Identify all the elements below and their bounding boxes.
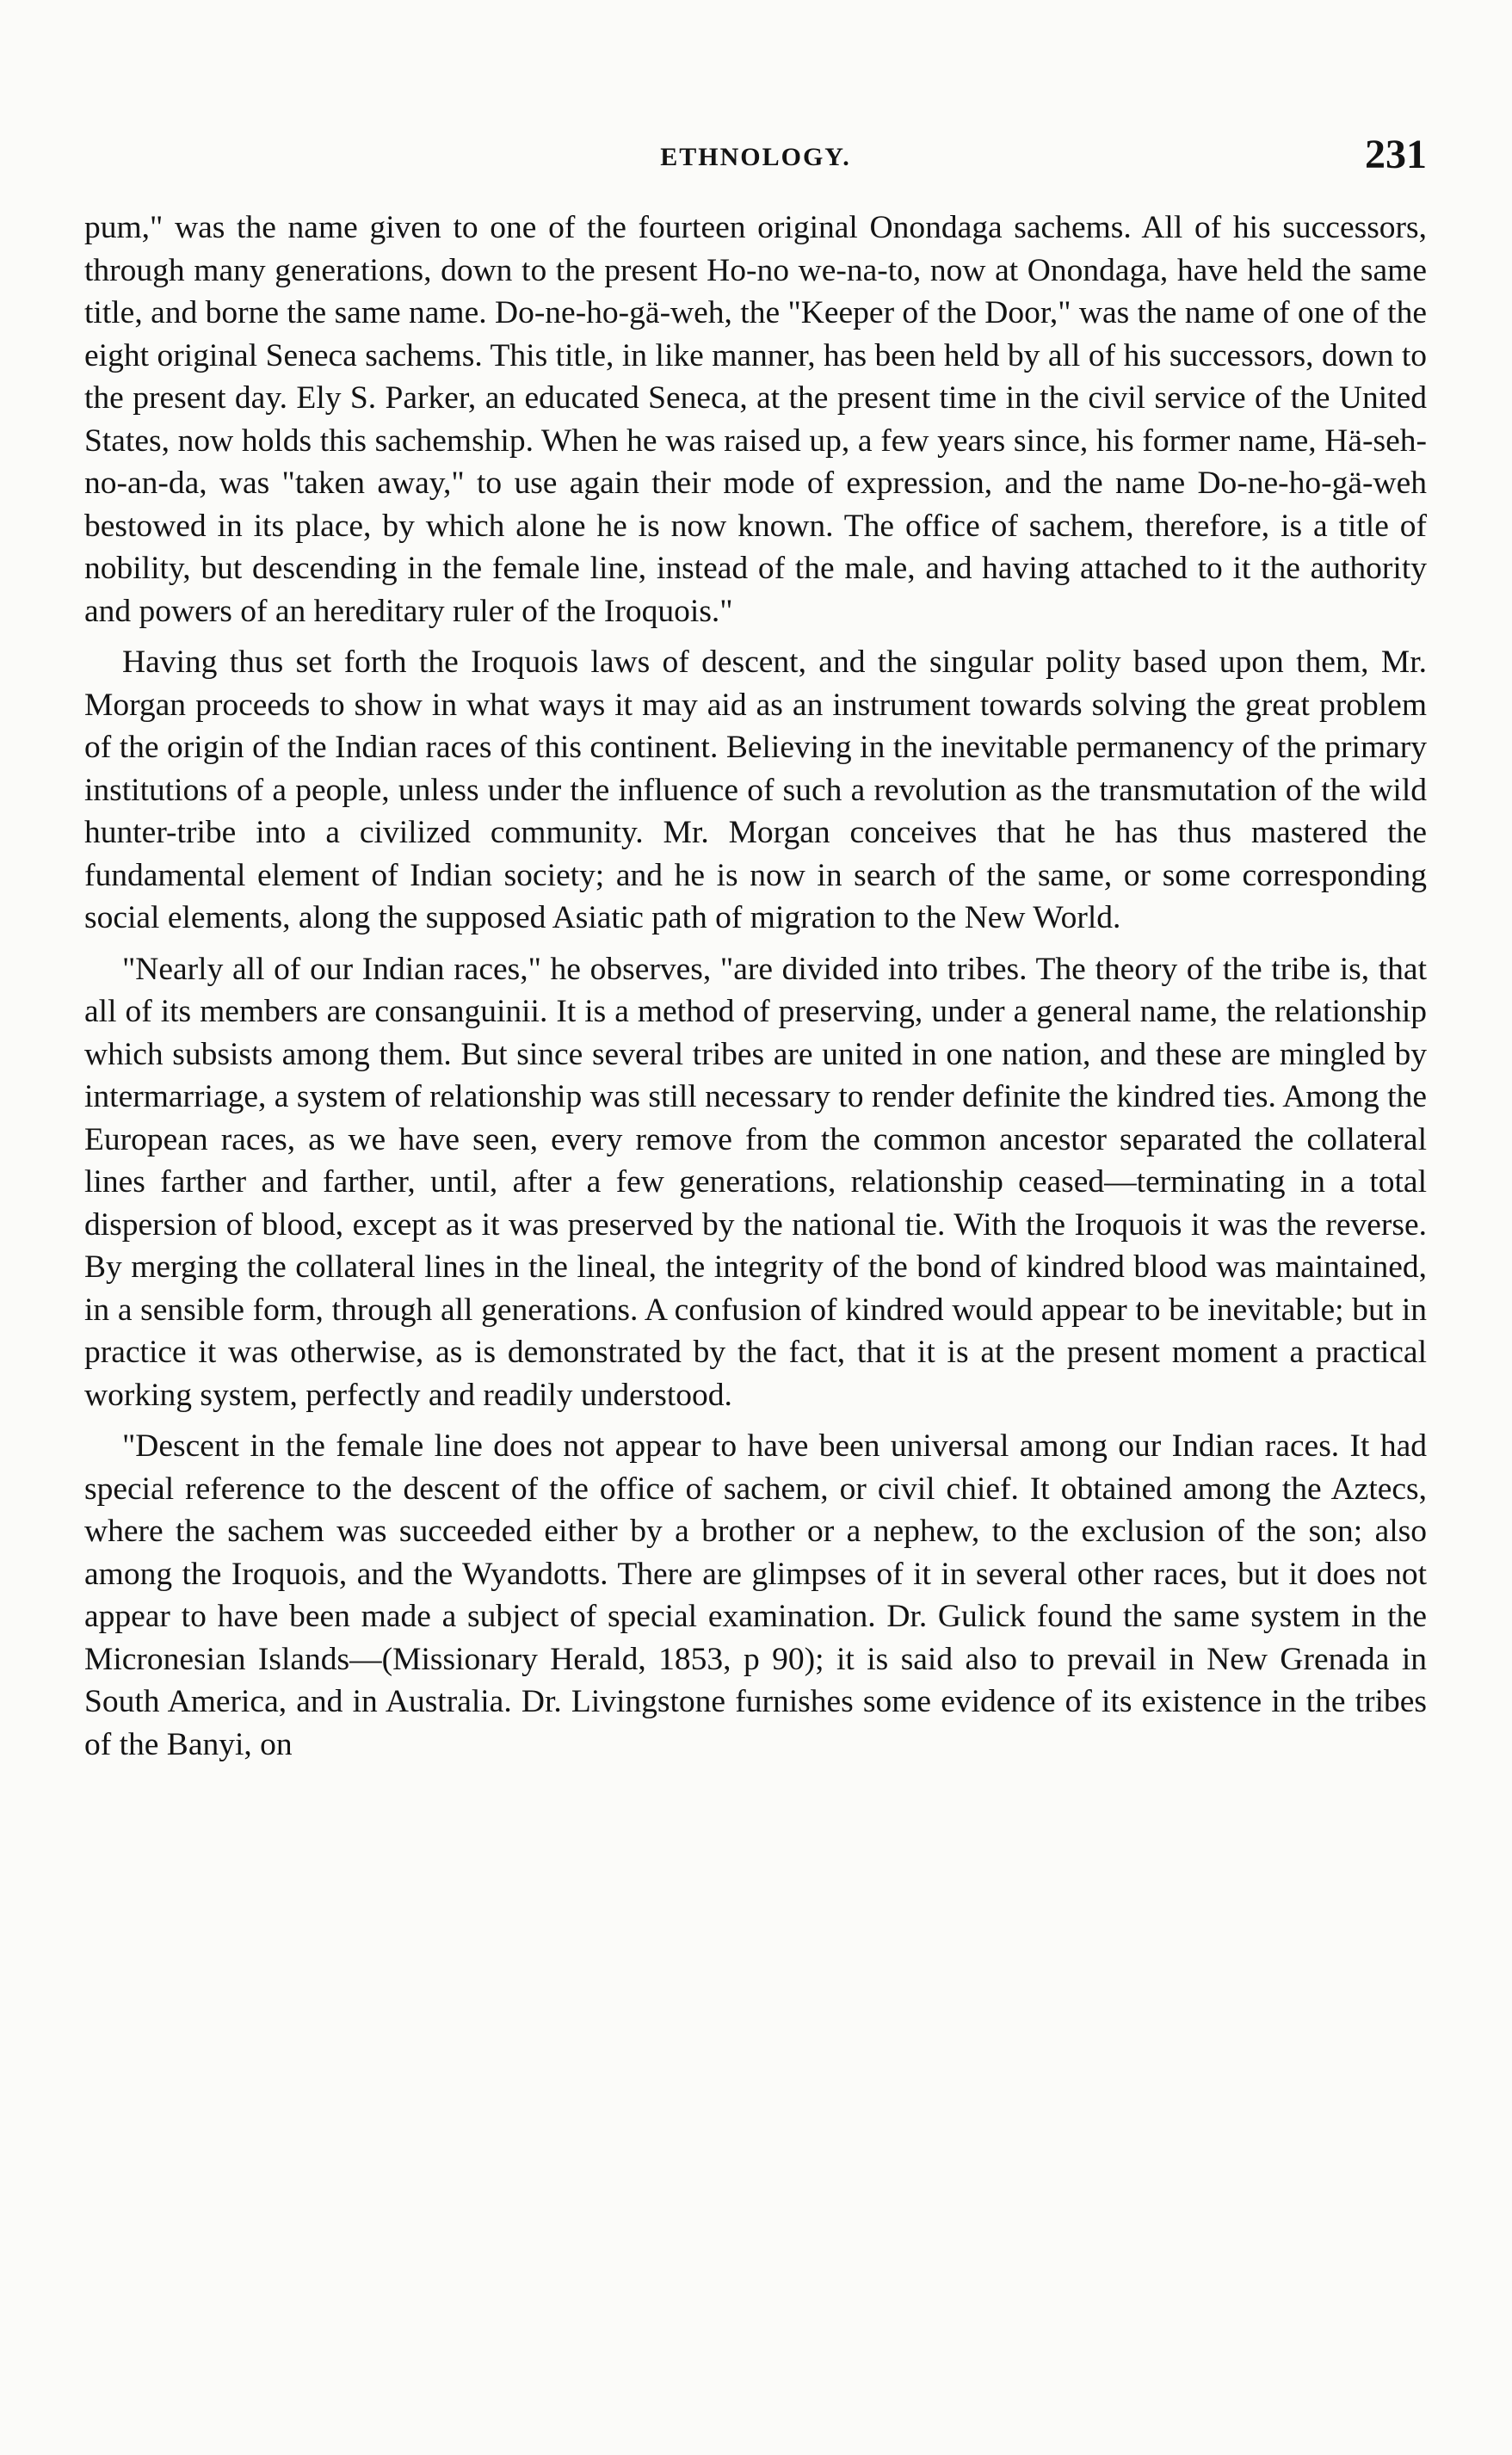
running-head-title: ETHNOLOGY.	[660, 143, 851, 171]
body-text	[84, 207, 1427, 1774]
paragraph: Having thus set forth the Iroquois laws of descent, and the singular polity based upon them, Mr. Morgan proceeds to show in what ways it may aid as an instrument towards solving the great problem of the origin of the Indian races of this continent. Believing in the inevitable permanency of the primary institutions of a people, unless under the influence of such a revolution as the transmutation of the wild hunter-tribe into a civilized community. Mr. Morgan conceives that he has thus mastered the fundamental element of Indian society; and he is now in search of the same, or some corresponding social elements, along the supposed Asiatic path of migration to the New World.	[84, 645, 1427, 935]
running-head	[84, 131, 1427, 182]
page-number: 231	[1365, 132, 1427, 177]
paragraph: "Nearly all of our Indian races," he observes, "are divided into tribes. The theory of the tribe is, that all of its members are consanguinii. It is a method of preserving, under a general name, the relationship which subsists among them. But since several tribes are united in one nation, and these are mingled by intermarriage, a system of relationship was still necessary to render definite the kindred ties. Among the European races, as we have seen, every remove from the common ancestor separated the collateral lines farther and farther, until, after a few generations, relationship ceased—terminating in a total dispersion of blood, except as it was preserved by the national tie. With the Iroquois it was the reverse. By merging the collateral lines in the lineal, the integrity of the bond of kindred blood was maintained, in a sensible form, through all generations. A confusion of kindred would appear to be inevitable; but in practice it was otherwise, as is demonstrated by the fact, that it is at the present moment a practical working system, perfectly and readily understood.	[84, 951, 1427, 1413]
paragraph-continuation: pum," was the name given to one of the fourteen original Onondaga sachems. All of his successors, through many generations, down to the present Ho-no we-na-to, now at Onondaga, have held the same title, and borne the same name. Do-ne-ho-gä-weh, the "Keeper of the Door," was the name of one of the eight original Seneca sachems. This title, in like manner, has been held by all of his successors, down to the present day. Ely S. Parker, an educated Seneca, at the present time in the civil service of the United States, now holds this sachemship. When he was raised up, a few years since, his former name, Hä-seh-no-an-da, was "taken away," to use again their mode of expression, and the name Do-ne-ho-gä-weh bestowed in its place, by which alone he is now known. The office of sachem, therefore, is a title of nobility, but descending in the female line, instead of the male, and having attached to it the authority and powers of an hereditary ruler of the Iroquois."	[84, 210, 1427, 629]
paragraph: "Descent in the female line does not appear to have been universal among our Indian races. It had special reference to the descent of the office of sachem, or civil chief. It obtained among the Aztecs, where the sachem was succeeded either by a brother or a nephew, to the exclusion of the son; also among the Iroquois, and the Wyandotts. There are glimpses of it in several other races, but it does not appear to have been made a subject of special examination. Dr. Gulick found the same system in the Micronesian Islands—(Missionary Herald, 1853, p 90); it is said also to prevail in New Grenada in South America, and in Australia. Dr. Livingstone furnishes some evidence of its existence in the tribes of the Banyi, on	[84, 1428, 1427, 1762]
